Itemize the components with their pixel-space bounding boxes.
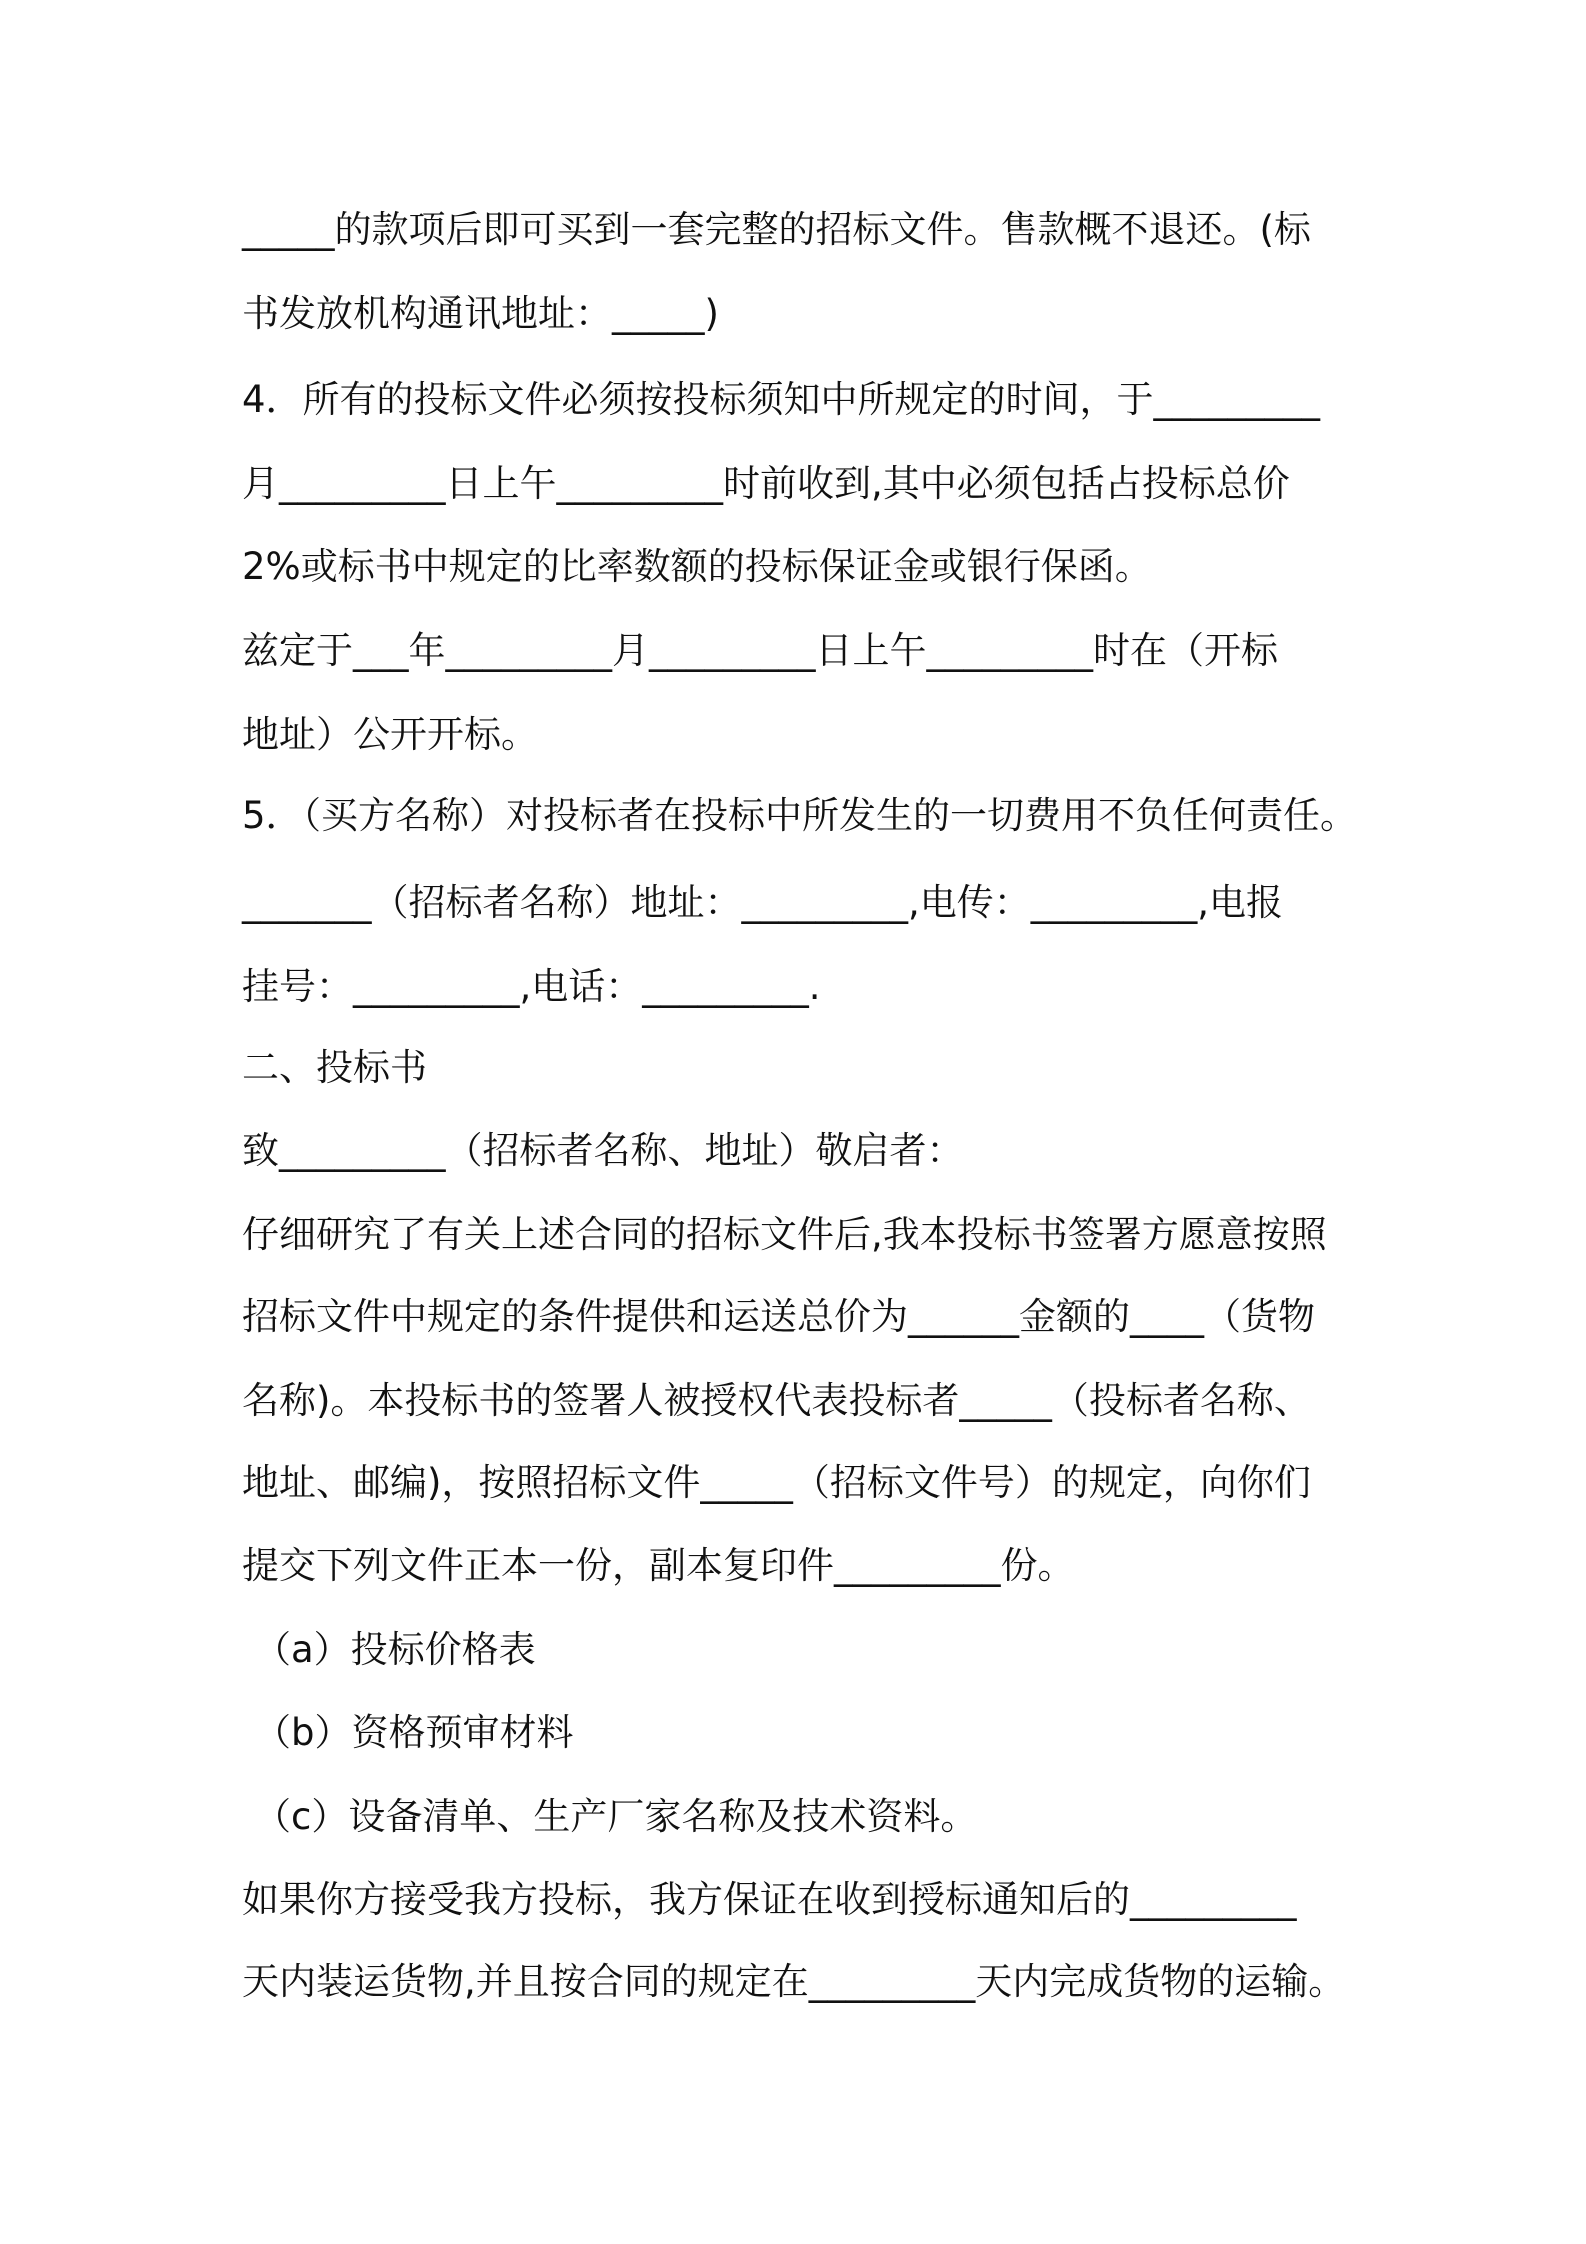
text-line-1: _____的款项后即可买到一套完整的招标文件。售款概不退还。(标 bbox=[242, 208, 1311, 251]
text-line-17: 提交下列文件正本一份，副本复印件_________份。 bbox=[242, 1544, 1075, 1587]
list-item-b: （b）资格预审材料 bbox=[254, 1711, 574, 1754]
text-line-15: 名称)。本投标书的签署人被授权代表投标者_____（投标者名称、 bbox=[242, 1379, 1311, 1422]
text-line-16: 地址、邮编)，按照招标文件_____（招标文件号）的规定，向你们 bbox=[242, 1461, 1311, 1504]
text-line-9: _______（招标者名称）地址：_________,电传：_________,电报 bbox=[242, 881, 1284, 924]
text-line-14: 招标文件中规定的条件提供和运送总价为______金额的____（货物 bbox=[242, 1295, 1315, 1338]
list-item-a: （a）投标价格表 bbox=[254, 1628, 536, 1671]
text-line-10: 挂号：_________,电话：_________. bbox=[242, 965, 821, 1008]
text-line-21: 如果你方接受我方投标，我方保证在收到授标通知后的_________ bbox=[242, 1878, 1297, 1921]
section-heading: 二、投标书 bbox=[242, 1046, 427, 1089]
text-line-2: 书发放机构通讯地址：_____) bbox=[242, 292, 719, 335]
text-line-13: 仔细研究了有关上述合同的招标文件后,我本投标书签署方愿意按照 bbox=[242, 1213, 1327, 1256]
text-line-7: 地址）公开开标。 bbox=[242, 713, 538, 756]
text-line-6: 兹定于___年_________月_________日上午_________时在（开标 bbox=[242, 629, 1278, 672]
text-line-22: 天内装运货物,并且按合同的规定在_________天内完成货物的运输。 bbox=[242, 1960, 1346, 2003]
text-line-3: 4．所有的投标文件必须按投标须知中所规定的时间，于_________ bbox=[242, 378, 1321, 421]
list-item-c: （c）设备清单、生产厂家名称及技术资料。 bbox=[254, 1795, 978, 1838]
text-line-4: 月_________日上午_________时前收到,其中必须包括占投标总价 bbox=[242, 462, 1290, 505]
text-line-5: 2%或标书中规定的比率数额的投标保证金或银行保函。 bbox=[242, 545, 1152, 588]
text-line-8: 5．（买方名称）对投标者在投标中所发生的一切费用不负任何责任。 bbox=[242, 794, 1358, 837]
text-line-12: 致_________（招标者名称、地址）敬启者： bbox=[242, 1129, 964, 1172]
